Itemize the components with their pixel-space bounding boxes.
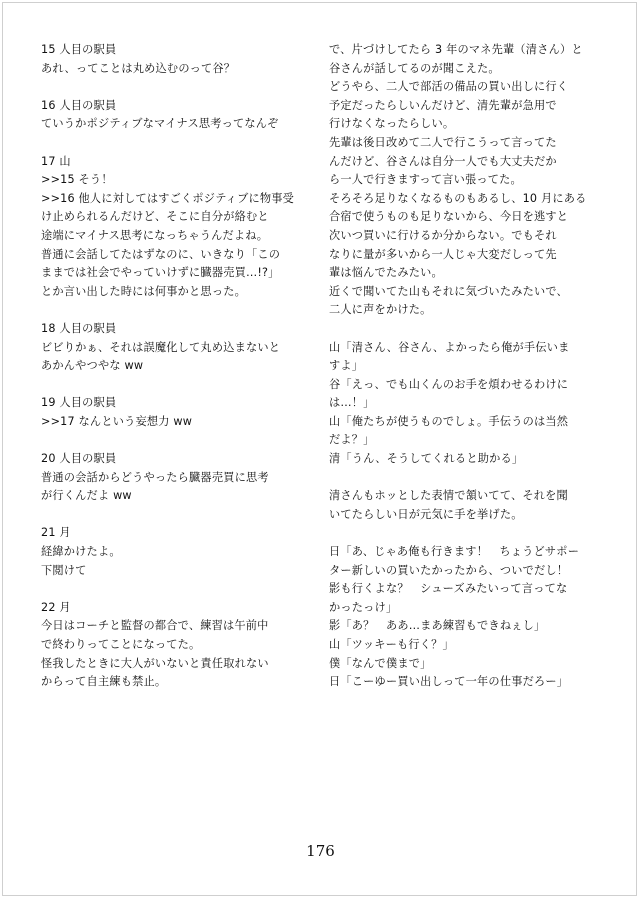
text-line: なりに量が多いから一人じゃ大変だしって先 [329, 247, 557, 261]
text-line: からって自主練も禁止。 [41, 675, 167, 689]
text-line: け止められるんだけど、そこに自分が絡むと [41, 210, 269, 224]
text-line: 合宿で使うものも足りないから、今日を逃すと [329, 210, 569, 224]
text-line: いてたらしい日が元気に手を挙げた。 [329, 507, 523, 521]
text-line: 輩は悩んでたみたい。 [329, 266, 443, 280]
text-line: 22 月 [41, 600, 71, 614]
text-line: 次いつ買いに行けるか分からない。でもそれ [329, 228, 557, 242]
text-line: そろそろ足りなくなるものもあるし、10 月にある [329, 191, 587, 205]
text-line: 日「あ、じゃあ俺も行きます！ ちょうどサポー [329, 545, 580, 559]
text-line: ら一人で行きますって言い張ってた。 [329, 173, 522, 187]
blank-line [41, 506, 311, 525]
text-line: 影「あ？ ああ…まあ練習もできねぇし」 [329, 619, 546, 633]
text-line: で終わりってことになってた。 [41, 638, 201, 651]
text-line: 17 山 [41, 154, 71, 168]
text-line: 怪我したときに大人がいないと責任取れない [41, 656, 269, 670]
page-number: 176 [306, 842, 335, 860]
blank-line [41, 376, 311, 395]
blank-line [41, 134, 311, 153]
left-column [41, 41, 311, 692]
text-line: すよ」 [329, 359, 364, 373]
text-line: 山「ツッキーも行く？」 [329, 638, 454, 651]
blank-line [41, 431, 311, 450]
text-line: 清「うん、そうしてくれると助かる」 [329, 452, 524, 466]
text-line: 行けなくなったらしい。 [329, 117, 455, 131]
text-line: 下閲けて [41, 563, 87, 577]
text-line: 近くで聞いてた山もそれに気づいたみたいで、 [329, 284, 568, 298]
text-line: 18 人目の駅員 [41, 321, 117, 335]
text-line: >>16 他人に対してはすごくポジティブに物事受 [41, 191, 295, 205]
text-line: で、片づけしてたら 3 年のマネ先輩（清さん）と [329, 43, 583, 56]
text-line: 先輩は後日改めて二人で行こうって言ってた [329, 135, 557, 149]
text-line: ていうかポジティブなマイナス思考ってなんぞ [41, 117, 279, 131]
blank-line [329, 320, 599, 339]
text-line: 清さんもホッとした表情で頷いてて、それを聞 [329, 489, 568, 503]
blank-line [329, 469, 599, 488]
text-line: 谷「えっ、でも山くんのお手を煩わせるわけに [329, 377, 569, 391]
text-line: >>15 そう！ [41, 173, 113, 187]
text-line: 日「こーゆー買い出しって一年の仕事だろー」 [329, 675, 569, 689]
text-line: は…！」 [329, 396, 375, 410]
text-line: あれ、ってことは丸め込むのって谷？ [41, 61, 236, 75]
text-line: 15 人目の駅員 [41, 43, 117, 56]
text-line: 影も行くよな？ シューズみたいって言ってな [329, 582, 568, 596]
text-line: 普通の会話からどうやったら臓器売買に思考 [41, 470, 269, 484]
text-line: とか言い出した時には何事かと思った。 [41, 284, 246, 298]
text-line: 山「清さん、谷さん、よかったら俺が手伝いま [329, 340, 570, 354]
text-line: >>17 なんという妄想力 ww [41, 414, 193, 428]
text-line: 16 人目の駅員 [41, 98, 117, 112]
text-line: 21 月 [41, 526, 71, 540]
text-line: が行くんだよ ww [41, 489, 132, 503]
text-line: 20 人目の駅員 [41, 452, 117, 466]
text-line: 途端にマイナス思考になっちゃうんだよね。 [41, 228, 269, 242]
text-line: 普通に会話してたはずなのに、いきなり「この [41, 247, 281, 261]
text-line: 経緯かけたよ。 [41, 545, 121, 559]
text-line: 19 人目の駅員 [41, 396, 117, 410]
text-line: あかんやつやな ww [41, 359, 144, 373]
text-line: どうやら、二人で部活の備品の買い出しに行く [329, 80, 569, 94]
right-column [329, 41, 599, 692]
text-line: 谷さんが話してるのが聞こえた。 [329, 61, 500, 75]
blank-line [41, 78, 311, 97]
text-line: ビビりかぁ、それは誤魔化して丸め込まないと [41, 340, 281, 354]
text-line: 山「俺たちが使うものでしょ。手伝うのは当然 [329, 414, 569, 428]
text-line: 予定だったらしいんだけど、清先輩が急用で [329, 98, 557, 112]
text-line: 二人に声をかけた。 [329, 303, 432, 317]
text-line: 今日はコーチと監督の都合で、練習は午前中 [41, 619, 269, 633]
text-line: ター新しいの買いたかったから、ついでだし！ [329, 563, 569, 577]
blank-line [329, 524, 599, 543]
text-line: んだけど、谷さんは自分一人でも大丈夫だか [329, 154, 557, 168]
blank-line [41, 580, 311, 599]
text-line: かったっけ」 [329, 600, 398, 614]
blank-line [41, 301, 311, 320]
text-line: 僕「なんで僕まで」 [329, 656, 432, 670]
text-line: ままでは社会でやっていけずに臓器売買…!?」 [41, 266, 280, 280]
text-line: だよ？」 [329, 433, 375, 447]
